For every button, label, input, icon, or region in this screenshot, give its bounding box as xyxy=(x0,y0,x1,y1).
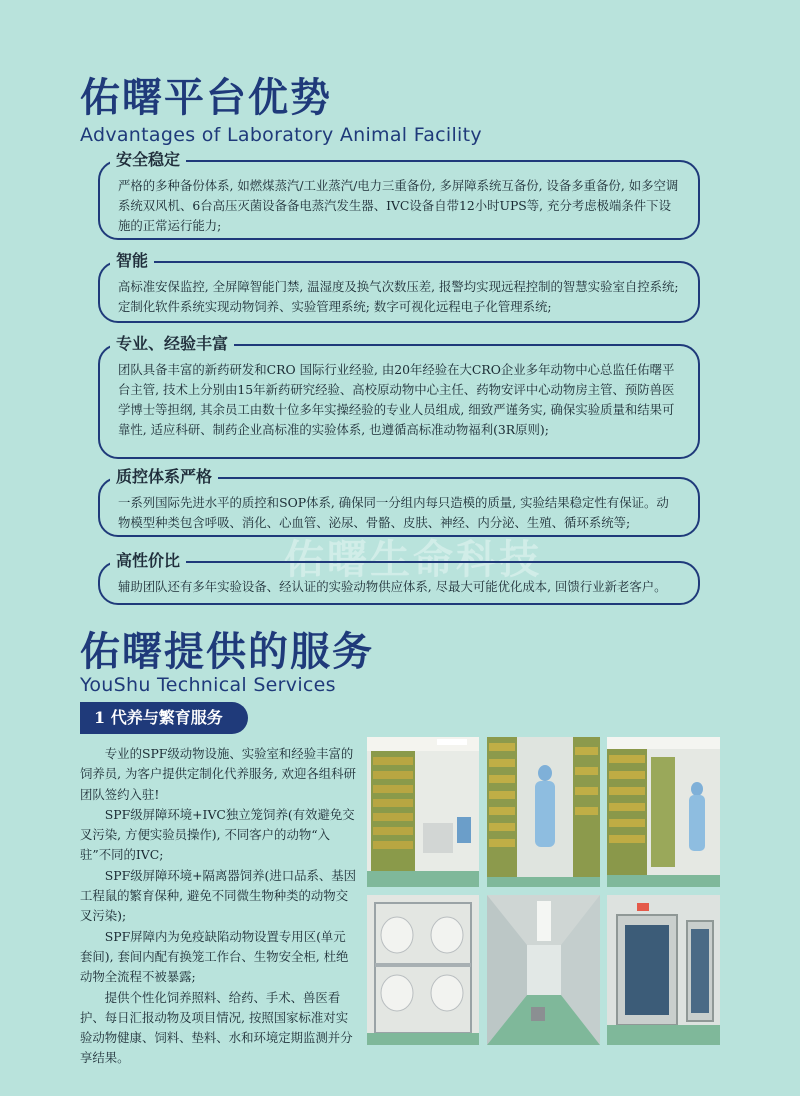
advantage-text: 高标准安保监控, 全屏障智能门禁, 温湿度及换气次数压差, 报警均实现远程控制的智慧实验室自控系统; 定制化软件系统实现动物饲养、实验管理系统; 数字可视化远程电子化管理系统; xyxy=(118,279,679,314)
advantage-title: 安全稳定 xyxy=(110,150,186,170)
advantage-title: 高性价比 xyxy=(110,551,186,571)
photo-isolators xyxy=(367,895,479,1045)
service-description xyxy=(80,744,358,1069)
advantage-title: 专业、经验丰富 xyxy=(110,334,234,354)
watermark-text: 佑曙生命科技 xyxy=(284,537,542,583)
photo-autoclave-room xyxy=(607,895,720,1045)
service-paragraph: SPF级屏障环境+IVC独立笼饲养(有效避免交叉污染, 方便实验员操作), 不同客户的动物“入驻”不同的IVC; xyxy=(80,806,355,863)
services-subtitle: YouShu Technical Services xyxy=(80,674,336,696)
advantage-box-expertise xyxy=(98,334,700,459)
service-paragraph: 提供个性化饲养照料、给药、手术、兽医看护、每日汇报动物及项目情况, 按照国家标准对实验动物健康、饲料、垫料、水和环境定期监测并分享结果。 xyxy=(80,989,353,1066)
service-section-label: 1 代养与繁育服务 xyxy=(80,702,248,734)
service-paragraph: SPF级屏障环境+隔离器饲养(进口品系、基因工程鼠的繁育保种, 避免不同微生物种类的动物交叉污染); xyxy=(80,867,357,924)
photo-cage-corridor xyxy=(607,737,720,887)
photo-ivc-room xyxy=(367,737,479,887)
advantage-text: 一系列国际先进水平的质控和SOP体系, 确保同一分组内每只造模的质量, 实验结果稳定性有保证。动物模型种类包含呼吸、消化、心血管、泌尿、骨骼、皮肤、神经、内分泌、生殖、循环系统等; xyxy=(118,495,669,530)
advantage-text: 辅助团队还有多年实验设备、经认证的实验动物供应体系, 尽最大可能优化成本, 回馈行业新老客户。 xyxy=(118,579,667,594)
advantage-box-smart xyxy=(98,251,700,323)
service-paragraph: SPF屏障内为免疫缺陷动物设置专用区(单元套间), 套间内配有换笼工作台、生物安全柜, 杜绝动物全流程不被暴露; xyxy=(80,928,349,985)
advantages-subtitle: Advantages of Laboratory Animal Facility xyxy=(80,124,482,146)
advantage-text: 团队具备丰富的新药研发和CRO 国际行业经验, 由20年经验在大CRO企业多年动物中心总监任佑曙平台主管, 技术上分别由15年新药研究经验、高校原动物中心主任、药物安评中心动物房主管、预防兽医学博士等担纲, 其余员工由数十位多年实操经验的专业人员组成, 细致严谨务实, 确保实验质量和结果可靠性, 适应科研、制药企业高标准的实验体系, 也遵循高标准动物福利(3R原则); xyxy=(118,362,675,437)
services-title: 佑曙提供的服务 xyxy=(80,628,374,675)
advantage-title: 智能 xyxy=(110,251,154,271)
advantage-text: 严格的多种备份体系, 如燃煤蒸汽/工业蒸汽/电力三重备份, 多屏障系统互备份, 设备多重备份, 如多空调系统双风机、6台高压灭菌设备备电蒸汽发生器、IVC设备自带12小时UPS等, 充分考虑极端条件下设施的正常运行能力; xyxy=(118,178,679,233)
advantage-title: 质控体系严格 xyxy=(110,467,218,487)
advantages-title: 佑曙平台优势 xyxy=(80,74,332,121)
photo-clean-corridor xyxy=(487,895,600,1045)
advantage-box-safety xyxy=(98,150,700,240)
service-paragraph: 专业的SPF级动物设施、实验室和经验丰富的饲养员, 为客户提供定制化代养服务, 欢迎各组科研团队签约入驻! xyxy=(80,746,356,802)
photo-staff-cage-room xyxy=(487,737,600,887)
